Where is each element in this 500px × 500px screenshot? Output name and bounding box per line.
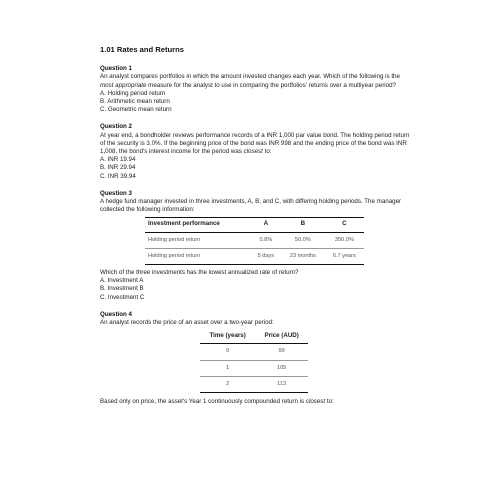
table-header: Price (AUD): [255, 330, 308, 344]
table-cell: 350.0%: [325, 232, 364, 248]
table-header-row: [145, 218, 364, 232]
table-cell: 0.8%: [251, 232, 281, 248]
table-cell: 50.0%: [281, 232, 325, 248]
table-row: [145, 248, 364, 264]
asset-price-table: [200, 330, 308, 393]
table-row: [200, 344, 308, 360]
table-header: Time (years): [200, 330, 255, 344]
table-row: [200, 360, 308, 376]
option-b: B. Investment B: [100, 285, 144, 293]
table-cell: 5 days: [251, 248, 281, 264]
question-4: [100, 311, 410, 406]
question-4-text: An analyst records the price of an asset over a two-year period:: [100, 319, 274, 327]
document-page: [100, 40, 410, 415]
question-1-options: [100, 90, 410, 115]
question-1: [100, 65, 410, 114]
option-c: C. Investment C: [100, 293, 145, 301]
table-cell: 2: [200, 376, 255, 392]
question-4-question: Based only on price, the asset's Year 1 continuously compounded return is closest to:: [100, 398, 334, 406]
question-1-text: An analyst compares portfolios in which the amount invested changes each year. Which of the following is the most appropriate measure for the analyst to use in comparing the portfolios' returns over a multiyear period?: [100, 73, 400, 89]
option-b: B. Arithmetic mean return: [100, 98, 170, 106]
question-3: [100, 190, 410, 302]
table-cell: 99: [255, 344, 308, 360]
question-3-title: Question 3: [100, 189, 132, 197]
table-row: [200, 376, 308, 392]
investment-performance-table: [145, 217, 364, 265]
question-1-title: Question 1: [100, 65, 132, 73]
table-row: [145, 232, 364, 248]
table-cell: Holding period return: [145, 248, 251, 264]
table-cell: 113: [255, 376, 308, 392]
table-cell: Holding period return: [145, 232, 251, 248]
table-cell: 105: [255, 360, 308, 376]
table-header: B: [281, 218, 325, 232]
table-header-row: [200, 330, 308, 344]
question-3-options: [100, 277, 410, 302]
question-2-title: Question 2: [100, 123, 132, 131]
table-cell: 0: [200, 344, 255, 360]
question-3-text: A hedge fund manager invested in three investments, A, B, and C, with differing holding periods. The manager collected the following information:: [100, 198, 402, 214]
option-b: B. INR 29.94: [100, 164, 136, 172]
table-header: A: [251, 218, 281, 232]
option-a: A. Investment A: [100, 277, 144, 285]
table-cell: 1: [200, 360, 255, 376]
question-4-title: Question 4: [100, 310, 132, 318]
section-title: 1.01 Rates and Returns: [100, 45, 184, 54]
option-c: C. Geometric mean return: [100, 106, 172, 114]
question-2-options: [100, 156, 410, 181]
table-header: Investment performance: [145, 218, 251, 232]
option-c: C. INR 39.94: [100, 172, 136, 180]
table-header: C: [325, 218, 364, 232]
table-cell: 23 months: [281, 248, 325, 264]
option-a: A. INR 19.94: [100, 156, 136, 164]
table-cell: 6.7 years: [325, 248, 364, 264]
option-a: A. Holding period return: [100, 89, 166, 97]
question-2-text: At year end, a bondholder reviews performance records of a INR 1,000 par value bond. The holding period return of the security is 3.0%. If the beginning price of the bond was INR 998 and the ending price of the bond was INR 1,008, the bond's interest income for the period was closest to:: [100, 131, 410, 156]
question-3-question: Which of the three investments has the lowest annualized rate of return?: [100, 269, 299, 277]
question-2: [100, 123, 410, 180]
